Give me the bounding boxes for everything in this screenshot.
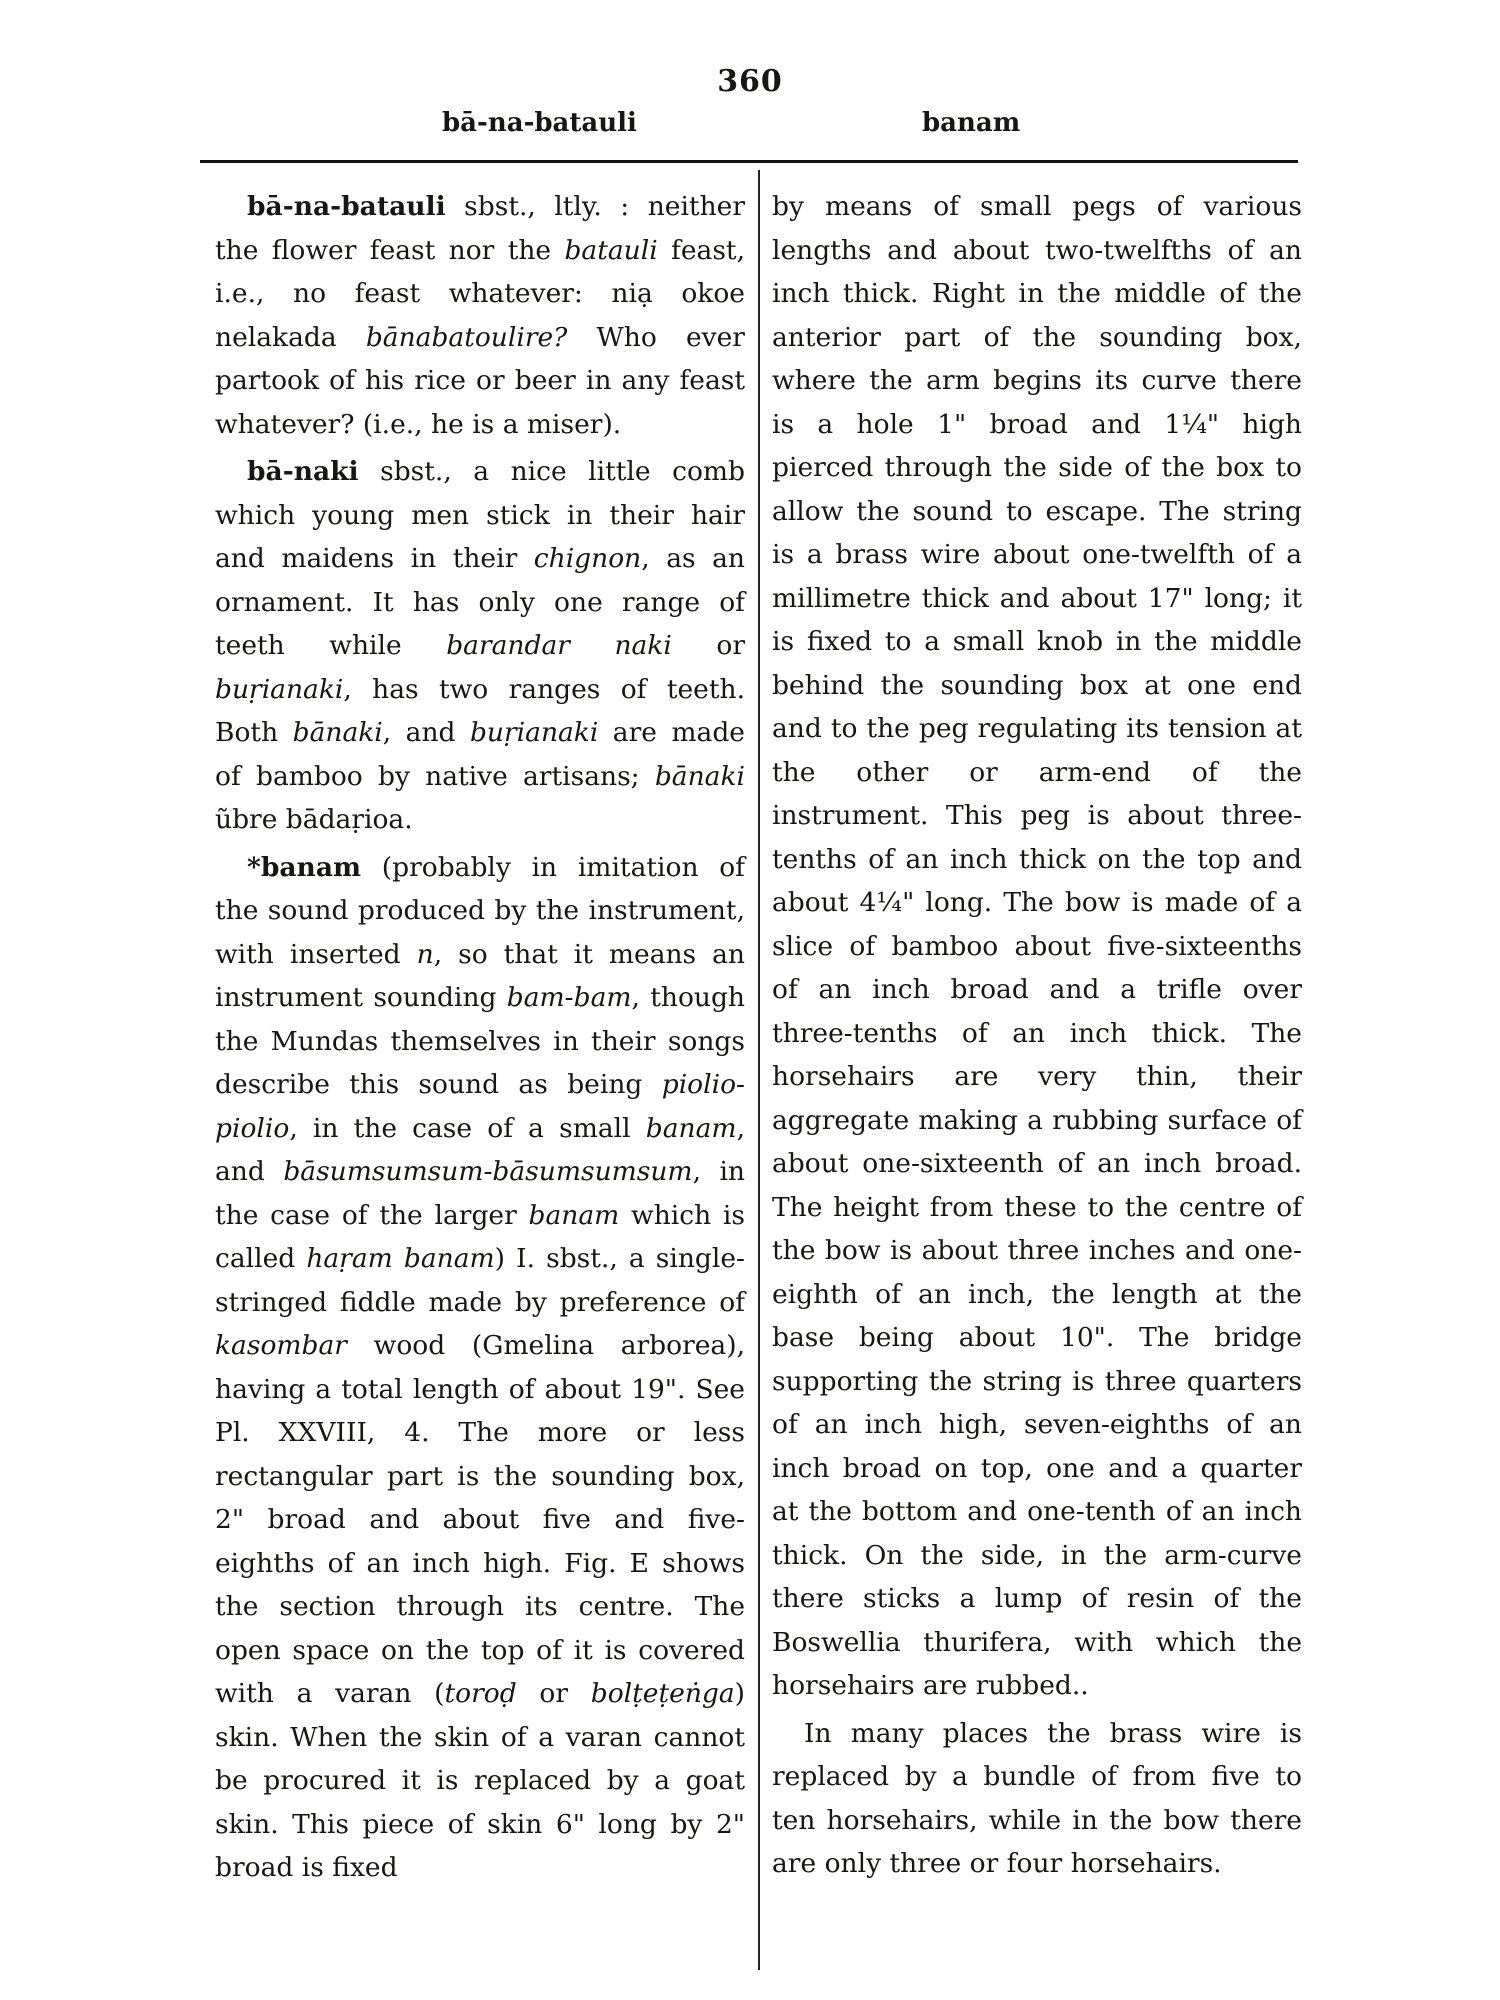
right-column [772,185,1302,1886]
banam-note: In many places the brass wire is replaced by a bundle of from five to ten horsehairs, while in the bow there are only three or four horsehairs. [772,1717,1302,1879]
headword: bā-naki [247,456,359,487]
running-head-right: banam [922,108,1021,138]
banam-continuation: by means of small pegs of various lengths and about two-twelfths of an inch thick. Right in the middle of the anterior part of the sounding box, where the arm begins its curve there is a hole 1" broad and 1¼" high pierced through the side of the box to allow the sound to escape. The string is a brass wire about one-twelfth of a millimetre thick and about 17" long; it is fixed to a small knob in the middle behind the sounding box at one end and to the peg regulating its tension at the other or arm-end of the instrument. This peg is about three-tenths of an inch thick on the top and about 4¼" long. The bow is made of a slice of bamboo about five-sixteenths of an inch broad and a trifle over three-tenths of an inch thick. The horsehairs are very thin, their aggregate making a rubbing surface of about one-sixteenth of an inch broad. The height from these to the centre of the bow is about three inches and one-eighth of an inch, the length at the base being about 10". The bridge supporting the string is three quarters of an inch high, seven-eighths of an inch broad on top, one and a quarter at the bottom and one-tenth of an inch thick. On the side, in the arm-curve there sticks a lump of resin of the Boswellia thurifera, with which the horsehairs are rubbed.. [772,191,1302,1701]
headword: bā-na-batauli [247,191,446,222]
entry-banabatauli: bā-na-batauli sbst., ltly. : neither the flower feast nor the batauli feast, i.e., no feast whatever: niạ okoe nelakada bānabatoulire? Who ever partook of his rice or beer in any feast whatever? (i.e., he is a miser). [215,191,746,440]
column-divider [758,170,760,1970]
headword: *banam [247,851,362,883]
header-rule [200,160,1298,163]
entry-banam: *banam (probably in imitation of the sound produced by the instrument, with inserted n, so that it means an instrument sounding bam-bam, though the Mundas themselves in their songs describe this sound as being piolio-piolio, in the case of a small banam, and bāsumsumsum-bāsumsumsum, in the case of the larger banam which is called haṛam banam) I. sbst., a single-stringed fiddle made by preference of kasombar wood (Gmelina arborea), having a total length of about 19". See Pl. XXVIII, 4. The more or less rectangular part is the sounding box, 2" broad and about five and five-eighths of an inch high. Fig. E shows the section through its centre. The open space on the top of it is covered with a varan (toroḍ or bolṭeṭeṅga) skin. When the skin of a varan cannot be procured it is replaced by a goat skin. This piece of skin 6" long by 2" broad is fixed [215,851,746,1883]
entry-banaki: bā-naki sbst., a nice little comb which young men stick in their hair and maidens in their chignon, as an ornament. It has only one range of teeth while barandar naki or buṛianaki, has two ranges of teeth. Both bānaki, and buṛianaki are made of bamboo by native artisans; bānaki ũbre bādaṛioa. [215,456,745,835]
left-column [215,185,745,1890]
running-head-left: bā-na-batauli [442,108,637,138]
page-number: 360 [717,64,783,99]
